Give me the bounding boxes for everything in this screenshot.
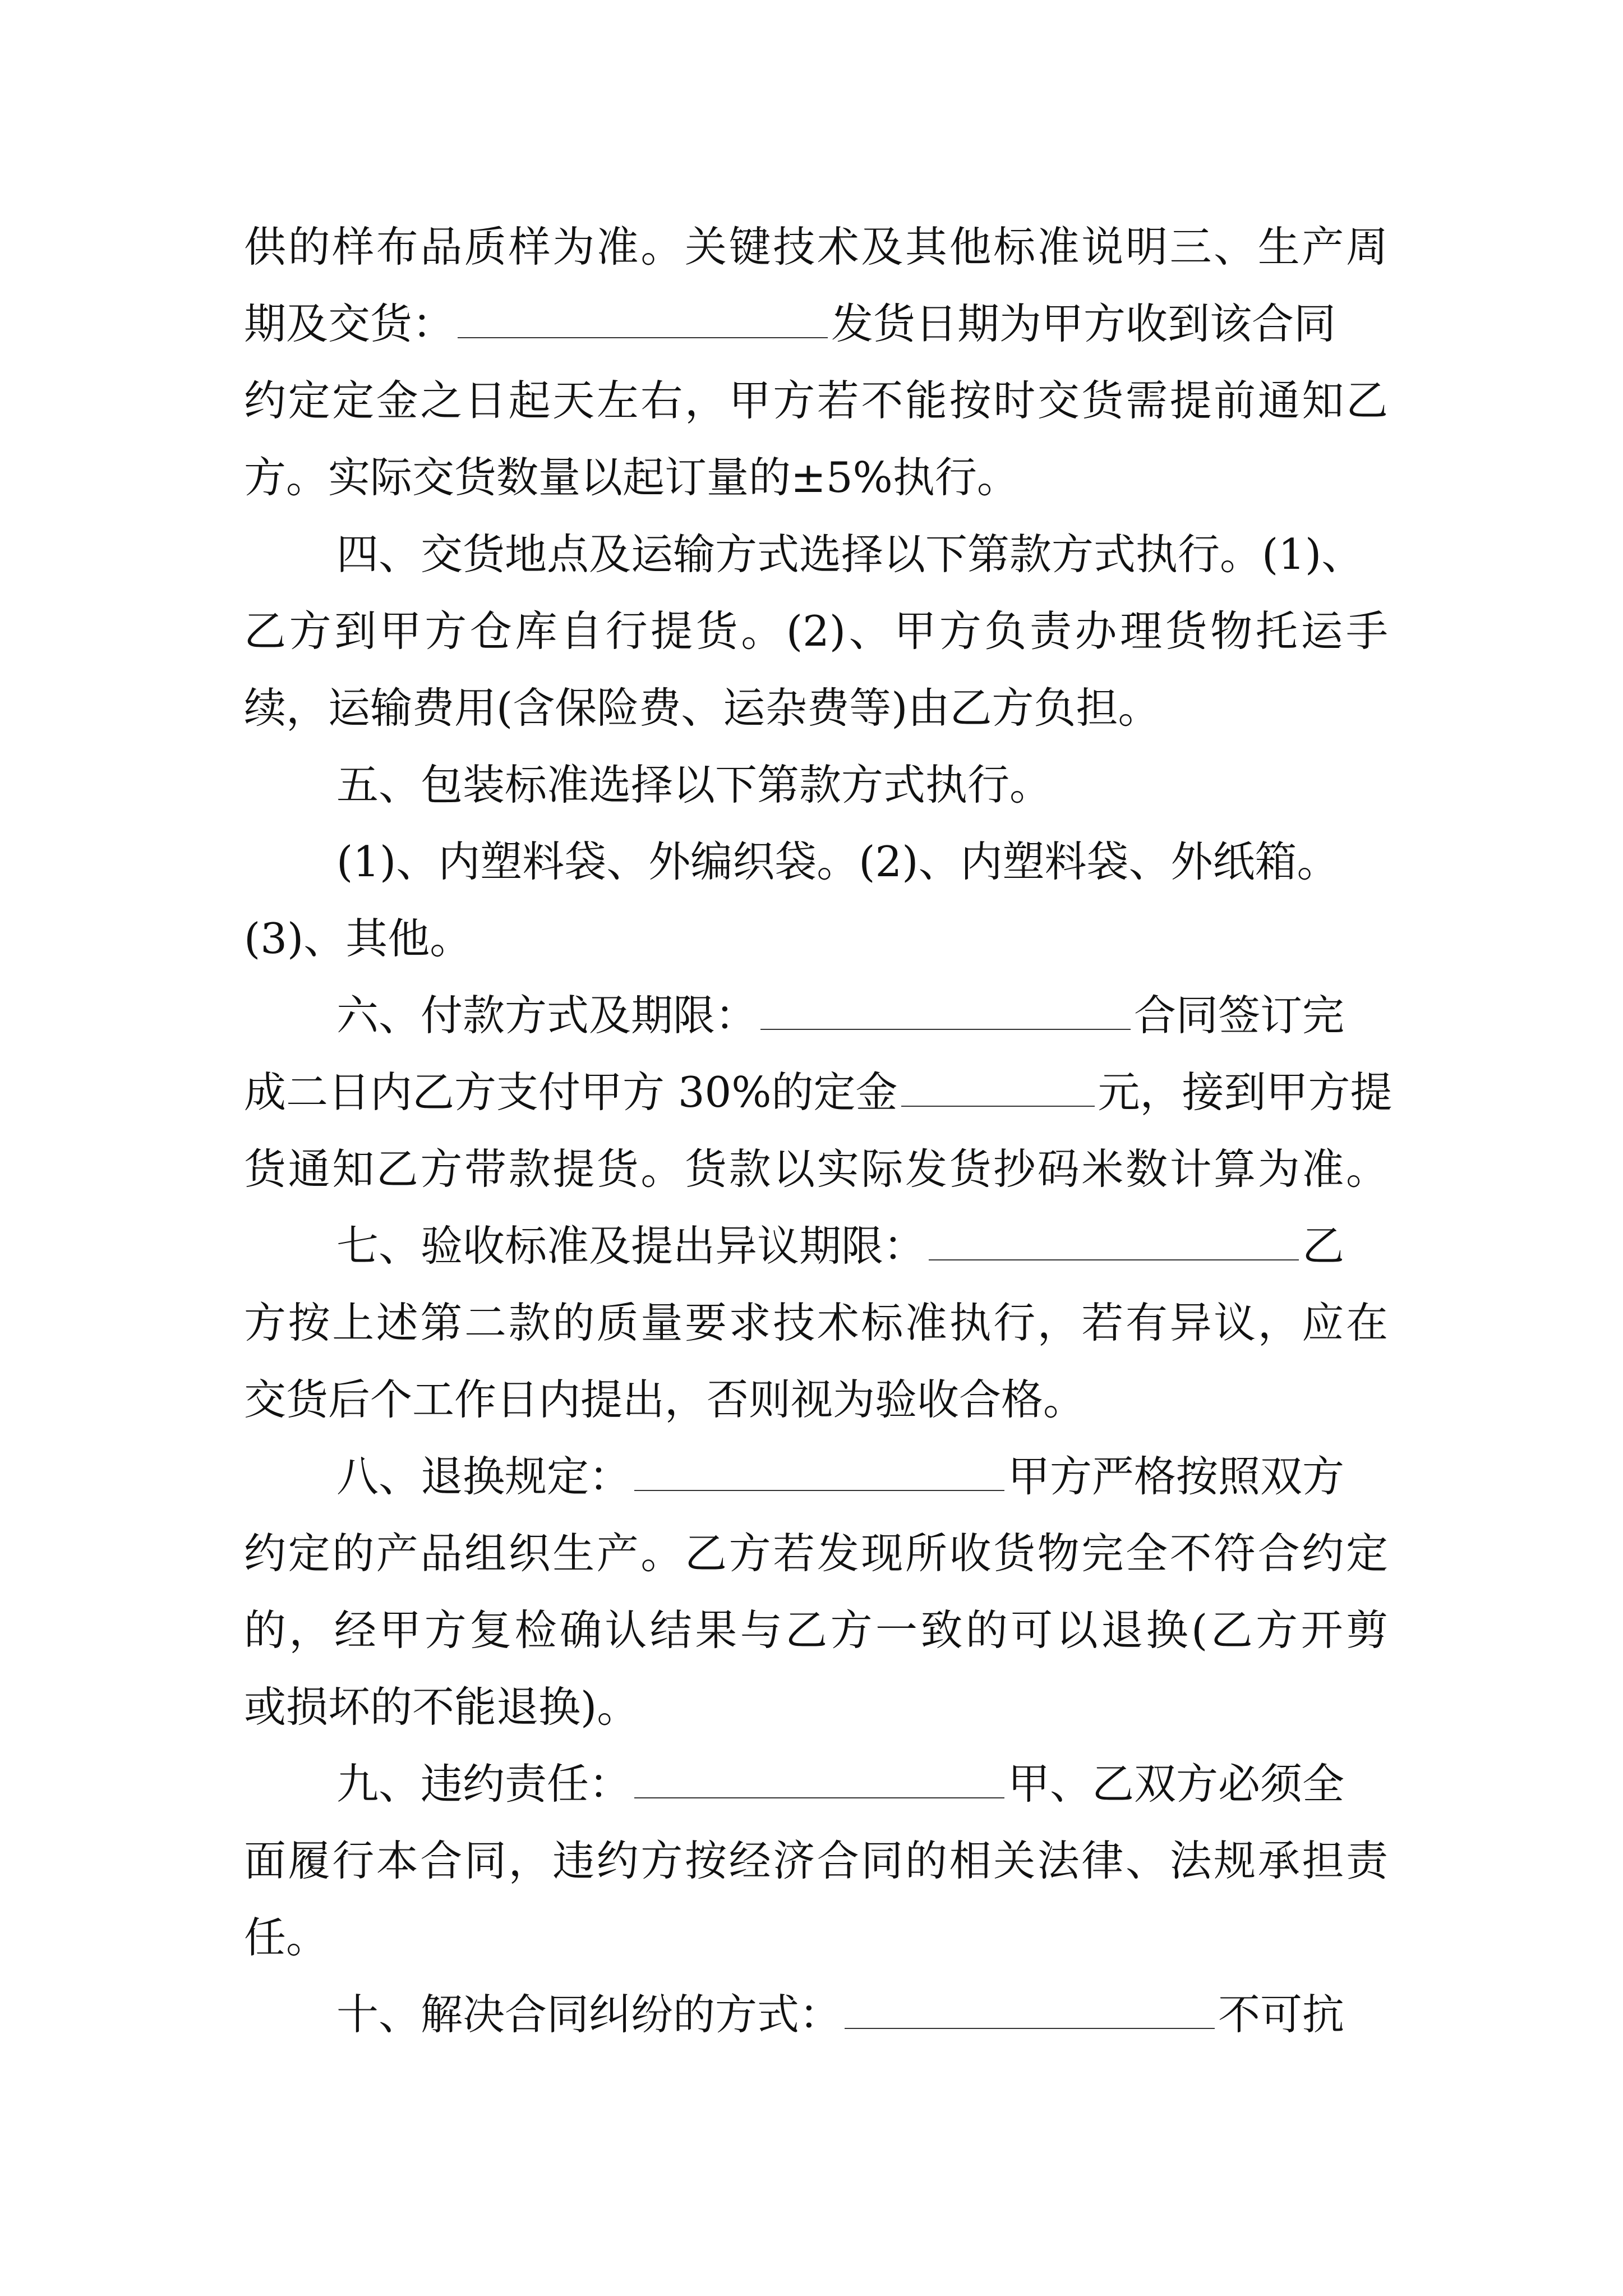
- text-span: 七、验收标准及提出异议期限：: [336, 1221, 926, 1271]
- text-line: [244, 1207, 1344, 1285]
- text-line: [244, 1053, 1393, 1131]
- fill-in-blank: [760, 1028, 1131, 1030]
- text-line: [244, 1591, 1388, 1669]
- text-span: 面履行本合同，违约方按经济合同的相关法律、法规承担责: [244, 1836, 1388, 1885]
- fill-in-blank: [929, 1259, 1299, 1260]
- text-span: 元，接到甲方提: [1098, 1068, 1393, 1117]
- text-line: [244, 515, 1363, 593]
- text-line: [244, 899, 472, 978]
- text-span: (3)、其他。: [244, 914, 472, 963]
- text-line: [244, 208, 1388, 286]
- text-line: [244, 1437, 1344, 1516]
- text-line: [244, 746, 1052, 824]
- text-span: 四、交货地点及运输方式选择以下第款方式执行。(1)、: [336, 530, 1364, 579]
- text-span: 期及交货：: [244, 299, 455, 348]
- text-line: [244, 1514, 1388, 1593]
- text-line: [244, 592, 1388, 670]
- text-span: 发货日期为甲方收到该合同: [831, 299, 1336, 348]
- text-line: [244, 1668, 639, 1746]
- text-line: [244, 1283, 1388, 1362]
- text-span: 不可抗: [1218, 1990, 1345, 2039]
- text-span: 的，经甲方复检确认结果与乙方一致的可以退换(乙方开剪: [244, 1605, 1388, 1655]
- text-line: [244, 1898, 328, 1977]
- fill-in-blank: [634, 1489, 1004, 1491]
- text-span: 甲方严格按照双方: [1008, 1452, 1345, 1501]
- text-span: 甲、乙双方必须全: [1008, 1759, 1345, 1809]
- text-span: 续，运输费用(含保险费、运杂费等)由乙方负担。: [244, 683, 1160, 733]
- text-line: [244, 1130, 1388, 1208]
- text-line: [244, 438, 1019, 517]
- text-span: 八、退换规定：: [336, 1452, 631, 1501]
- fill-in-blank: [845, 2027, 1215, 2029]
- text-span: (1)、内塑料袋、外编织袋。(2)、内塑料袋、外纸箱。: [336, 837, 1339, 886]
- text-span: 或损坏的不能退换)。: [244, 1682, 639, 1732]
- text-span: 方按上述第二款的质量要求技术标准执行，若有异议，应在: [244, 1298, 1388, 1347]
- text-line: [244, 1821, 1388, 1900]
- text-span: 供的样布品质样为准。关键技术及其他标准说明三、生产周: [244, 222, 1388, 272]
- text-span: 货通知乙方带款提货。货款以实际发货抄码米数计算为准。: [244, 1144, 1388, 1194]
- text-span: 约定的产品组织生产。乙方若发现所收货物完全不符合约定: [244, 1529, 1388, 1578]
- text-line: [244, 822, 1339, 901]
- fill-in-blank: [458, 337, 828, 338]
- text-span: 六、付款方式及期限：: [336, 991, 758, 1040]
- text-span: 约定定金之日起天左右，甲方若不能按时交货需提前通知乙: [244, 376, 1388, 425]
- text-span: 五、包装标准选择以下第款方式执行。: [336, 760, 1052, 809]
- text-span: 乙: [1302, 1221, 1345, 1271]
- text-line: [244, 1975, 1344, 2054]
- fill-in-blank: [901, 1105, 1095, 1107]
- text-span: 合同签订完: [1134, 991, 1345, 1040]
- text-span: 任。: [244, 1913, 329, 1962]
- text-line: [244, 361, 1388, 440]
- text-line: [244, 1360, 1085, 1439]
- text-span: 交货后个工作日内提出，否则视为验收合格。: [244, 1375, 1086, 1424]
- text-line: [244, 669, 1160, 747]
- text-span: 成二日内乙方支付甲方 30%的定金: [244, 1068, 898, 1117]
- fill-in-blank: [634, 1797, 1004, 1798]
- text-span: 十、解决合同纠纷的方式：: [336, 1990, 842, 2039]
- text-line: [244, 284, 1336, 363]
- text-line: [244, 976, 1344, 1055]
- text-span: 乙方到甲方仓库自行提货。(2)、甲方负责办理货物托运手: [244, 606, 1388, 656]
- text-span: 方。实际交货数量以起订量的±5%执行。: [244, 453, 1019, 502]
- text-span: 九、违约责任：: [336, 1759, 631, 1809]
- text-line: [244, 1745, 1344, 1823]
